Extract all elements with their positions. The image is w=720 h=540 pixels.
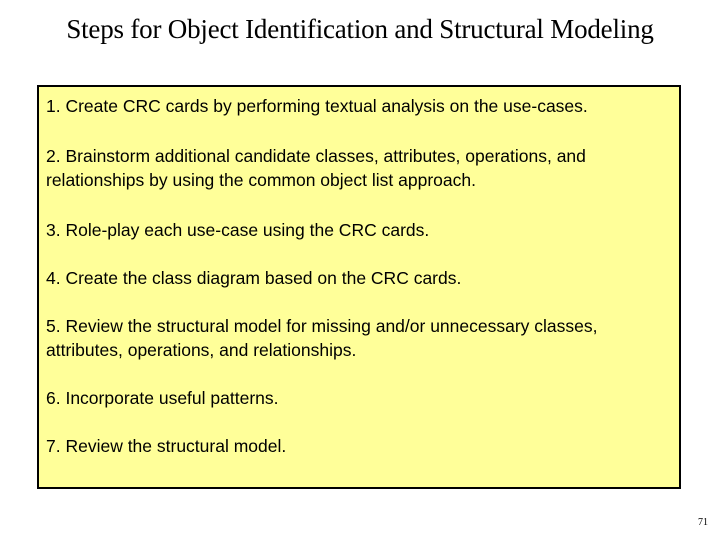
step-6: 6. Incorporate useful patterns. bbox=[46, 388, 279, 408]
step-4: 4. Create the class diagram based on the CRC cards. bbox=[46, 268, 462, 288]
step-1: 1. Create CRC cards by performing textual analysis on the use-cases. bbox=[46, 96, 588, 116]
step-3: 3. Role-play each use-case using the CRC cards. bbox=[46, 220, 430, 240]
slide-title: Steps for Object Identification and Structural Modeling bbox=[66, 14, 654, 44]
step-7: 7. Review the structural model. bbox=[46, 436, 287, 456]
page-number: 71 bbox=[698, 517, 708, 528]
step-5: 5. Review the structural model for missing and/or unnecessary classes, attributes, operations, and relationships. bbox=[46, 316, 598, 360]
steps-box bbox=[37, 85, 681, 489]
step-2: 2. Brainstorm additional candidate classes, attributes, operations, and relationships by using the common object list approach. bbox=[46, 146, 586, 190]
